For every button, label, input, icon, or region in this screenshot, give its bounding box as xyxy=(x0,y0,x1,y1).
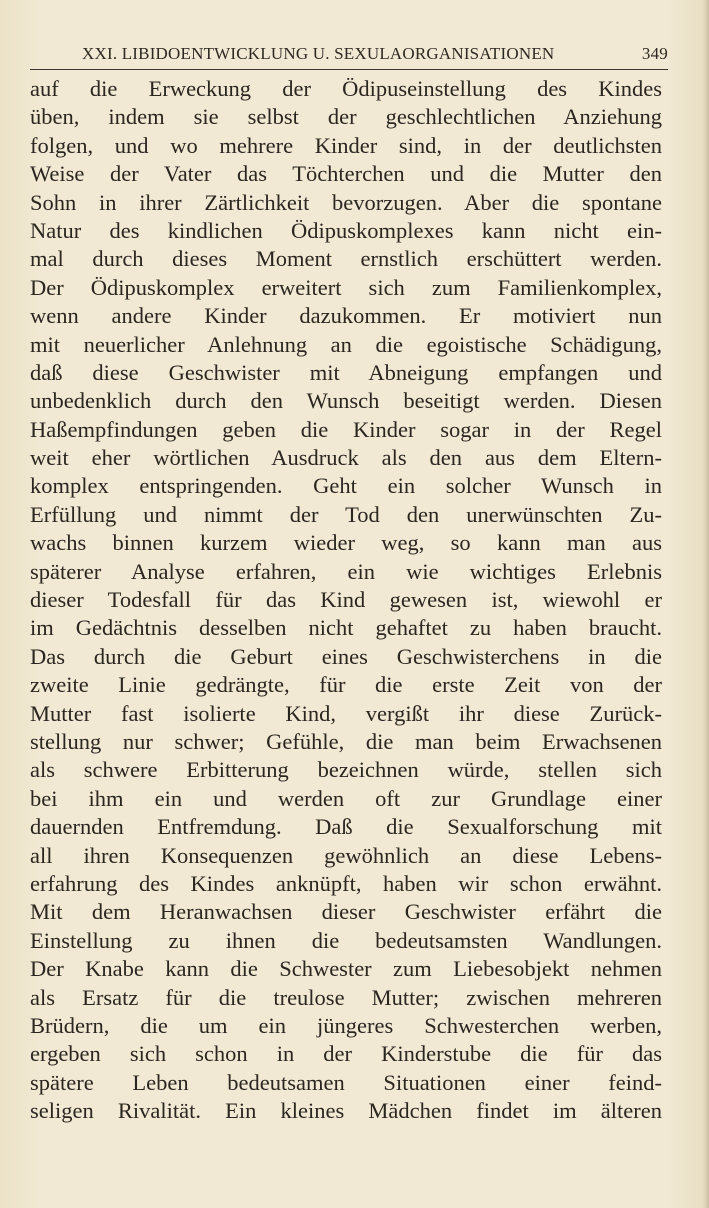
text-line: im Gedächtnis desselben nicht gehaftet zu haben braucht. xyxy=(30,615,662,641)
text-line: spätere Leben bedeutsamen Situationen einer feind- xyxy=(30,1069,662,1095)
text-line: Sohn in ihrer Zärtlichkeit bevorzugen. Aber die spontane xyxy=(30,189,662,215)
text-line: Weise der Vater das Töchterchen und die Mutter den xyxy=(30,161,662,187)
text-line: Der Ödipuskomplex erweitert sich zum Familienkomplex, xyxy=(30,274,662,300)
text-line: weit eher wörtlichen Ausdruck als den aus dem Eltern- xyxy=(30,445,662,471)
text-line: wenn andere Kinder dazukommen. Er motiviert nun xyxy=(30,303,662,329)
running-head xyxy=(32,42,668,68)
text-line: Mutter fast isolierte Kind, vergißt ihr diese Zurück- xyxy=(30,700,662,726)
text-line: Haßempfindungen geben die Kinder sogar in der Regel xyxy=(30,416,662,442)
text-line: erfahrung des Kindes anknüpft, haben wir schon erwähnt. xyxy=(30,870,662,896)
text-line: dauernden Entfremdung. Daß die Sexualforschung mit xyxy=(30,814,662,840)
text-line: all ihren Konsequenzen gewöhnlich an diese Lebens- xyxy=(30,842,662,868)
text-line: dieser Todesfall für das Kind gewesen ist, wiewohl er xyxy=(30,587,662,613)
text-line: Der Knabe kann die Schwester zum Liebesobjekt nehmen xyxy=(30,956,662,982)
body-text xyxy=(30,75,662,1125)
text-line: stellung nur schwer; Gefühle, die man beim Erwachsenen xyxy=(30,728,662,754)
text-line: als Ersatz für die treulose Mutter; zwischen mehreren xyxy=(30,984,662,1010)
text-line: auf die Erweckung der Ödipuseinstellung des Kindes xyxy=(30,76,662,101)
text-line: Das durch die Geburt eines Geschwisterchens in die xyxy=(30,643,662,669)
text-line: mit neuerlicher Anlehnung an die egoistische Schädigung, xyxy=(30,331,662,357)
text-line: üben, indem sie selbst der geschlechtlichen Anziehung xyxy=(30,104,662,130)
text-line: Erfüllung und nimmt der Tod den unerwünschten Zu- xyxy=(30,501,662,527)
text-line: unbedenklich durch den Wunsch beseitigt werden. Diesen xyxy=(30,388,662,414)
text-line: Einstellung zu ihnen die bedeutsamsten Wandlungen. xyxy=(30,927,662,953)
text-line: zweite Linie gedrängte, für die erste Zeit von der xyxy=(30,672,662,698)
text-line: Brüdern, die um ein jüngeres Schwesterchen werben, xyxy=(30,1012,662,1038)
text-line: daß diese Geschwister mit Abneigung empfangen und xyxy=(30,359,662,385)
page-number: 349 xyxy=(641,44,668,63)
text-line: wachs binnen kurzem wieder weg, so kann man aus xyxy=(30,530,662,556)
text-line: mal durch dieses Moment ernstlich erschüttert werden. xyxy=(30,246,662,272)
text-line: späterer Analyse erfahren, ein wie wichtiges Erlebnis xyxy=(30,558,662,584)
text-line: Natur des kindlichen Ödipuskomplexes kann nicht ein- xyxy=(30,217,662,243)
text-line: ergeben sich schon in der Kinderstube die für das xyxy=(30,1041,662,1067)
text-line: komplex entspringenden. Geht ein solcher Wunsch in xyxy=(30,473,662,499)
text-line: als schwere Erbitterung bezeichnen würde, stellen sich xyxy=(30,757,662,783)
running-title: XXI. LIBIDOENTWICKLUNG U. SEXULAORGANISATIONEN xyxy=(82,44,555,63)
text-line: Mit dem Heranwachsen dieser Geschwister erfährt die xyxy=(30,899,662,925)
text-line: seligen Rivalität. Ein kleines Mädchen findet im älteren xyxy=(30,1098,662,1124)
text-line: bei ihm ein und werden oft zur Grundlage einer xyxy=(30,785,662,811)
text-line: folgen, und wo mehrere Kinder sind, in der deutlichsten xyxy=(30,132,662,158)
page-edge-shadow xyxy=(703,0,709,1208)
header-rule xyxy=(30,69,668,70)
